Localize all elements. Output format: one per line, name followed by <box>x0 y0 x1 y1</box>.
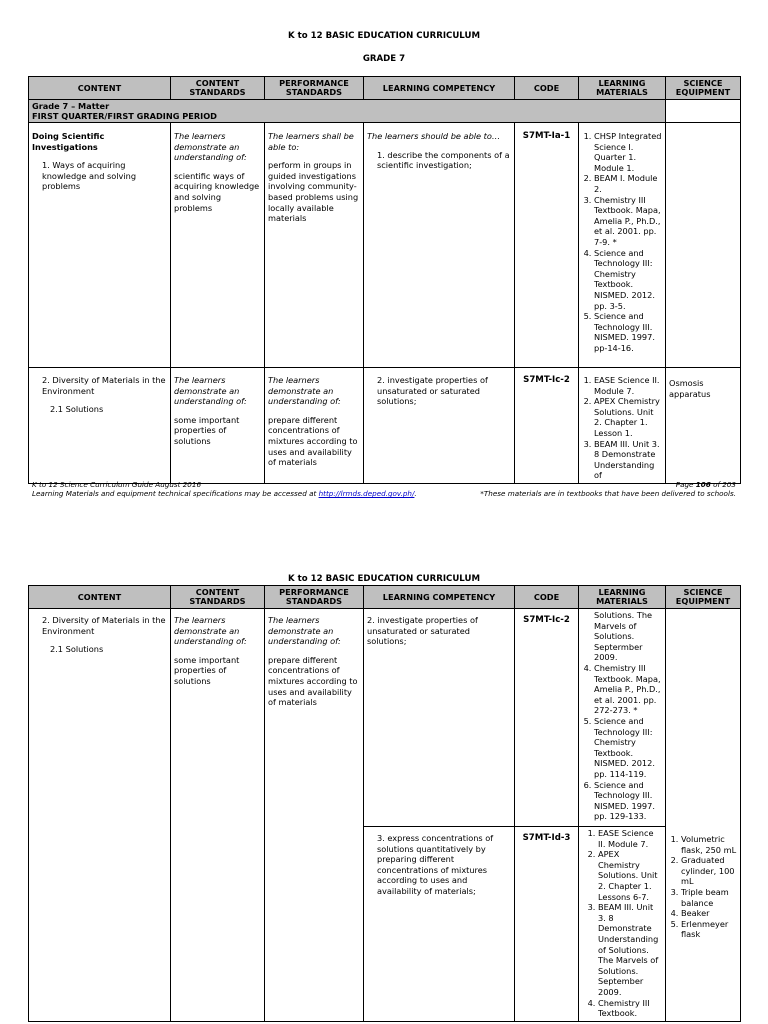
header-content-standards: CONTENT STANDARDS <box>171 77 265 100</box>
footer-guide: K to 12 Science Curriculum Guide August 2016 <box>32 480 202 489</box>
list-item: 6. Science and Technology III. NISMED. 1997. pp. 129-133. <box>594 780 662 822</box>
lc-text: 3. express concentrations of solutions quantitatively by preparing different concentrations of mixtures according to uses and availability of materials; <box>377 833 494 896</box>
list-item: 2. Graduated cylinder, 100 mL <box>681 855 738 887</box>
ps-intro: The learners demonstrate an understanding of: <box>268 375 341 407</box>
document-title: K to 12 BASIC EDUCATION CURRICULUM <box>287 574 481 584</box>
header-learning-competency: LEARNING COMPETENCY <box>364 77 515 100</box>
list-item: 3. Triple beam balance <box>681 887 738 908</box>
lc-text: 2. investigate properties of unsaturated or saturated solutions; <box>377 375 488 407</box>
content-sub: 2.1 Solutions <box>50 644 104 655</box>
list-item: 3. BEAM III. Unit 3. 8 Demonstrate Understanding of Solutions. The Marvels of Solutions. September 2009. <box>598 902 662 997</box>
content-item: 2. Diversity of Materials in the Environment <box>42 375 166 396</box>
cs-text: some important properties of solutions <box>174 414 240 446</box>
document-title: K to 12 BASIC EDUCATION CURRICULUM <box>287 31 481 41</box>
section-row <box>29 100 741 123</box>
ps-text: perform in groups in guided investigations involving community-based problems using locally available materials <box>268 160 359 224</box>
list-item: 3. BEAM III. Unit 3. 8 Demonstrate Understanding of <box>594 439 662 481</box>
list-item: 1. CHSP Integrated Science I. Quarter 1. Module 1. <box>594 131 662 173</box>
content-item: 1. Ways of acquiring knowledge and solving problems <box>42 160 137 192</box>
header-science-equipment: SCIENCE EQUIPMENT <box>666 586 741 609</box>
table-row <box>29 123 741 368</box>
list-item: 4. Science and Technology III: Chemistry Textbook. NISMED. 2012. pp. 3-5. <box>594 248 662 312</box>
lc-text: 2. investigate properties of unsaturated or saturated solutions; <box>367 615 478 647</box>
list-item: 5. Science and Technology III: Chemistry Textbook. NISMED. 2012. pp. 114-119. <box>594 716 662 780</box>
grade-title: GRADE 7 <box>362 54 406 64</box>
ps-text: prepare different concentrations of mixtures according to uses and availability of materials <box>268 654 358 708</box>
materials-continued: Solutions. The Marvels of Solutions. Septermber 2009. <box>594 610 653 663</box>
table-header-row <box>29 77 741 100</box>
lc-text: 1. describe the components of a scientific investigation; <box>377 149 510 171</box>
list-item: 4. Chemistry III Textbook. <box>598 998 662 1019</box>
cs-text: some important properties of solutions <box>174 654 240 686</box>
materials-list <box>582 131 662 353</box>
page-number: Page 106 of 203 <box>675 480 736 489</box>
curriculum-table <box>28 585 741 1022</box>
header-content: CONTENT <box>29 77 171 100</box>
list-item: 2. BEAM I. Module 2. <box>594 173 662 194</box>
content-item: 2. Diversity of Materials in the Environment <box>42 615 166 636</box>
code-cell: S7MT-Id-3 <box>515 827 579 1022</box>
equipment-cell: Osmosis apparatus <box>666 368 741 484</box>
content-title: Doing Scientific Investigations <box>32 131 105 152</box>
ps-text: prepare different concentrations of mixtures according to uses and availability of materials <box>268 414 358 468</box>
lc-intro: The learners should be able to… <box>367 131 501 141</box>
ps-intro: The learners shall be able to: <box>268 131 354 152</box>
ps-intro: The learners demonstrate an understanding of: <box>268 615 341 647</box>
footer-note: Learning Materials and equipment technical specifications may be accessed at http://lrmds.deped.gov.ph/. <box>32 489 417 498</box>
header-content: CONTENT <box>29 586 171 609</box>
cs-intro: The learners demonstrate an understanding of: <box>174 131 247 163</box>
content-sub: 2.1 Solutions <box>50 404 104 415</box>
section-heading <box>29 100 666 123</box>
list-item: 3. Chemistry III Textbook. Mapa, Amelia P., Ph.D., et al. 2001. pp. 7-9. * <box>594 195 662 248</box>
header-science-equipment: SCIENCE EQUIPMENT <box>666 77 741 100</box>
header-performance-standards: PERFORMANCE STANDARDS <box>265 77 364 100</box>
materials-list <box>582 828 662 1019</box>
table-header-row <box>29 586 741 609</box>
list-item: 4. Chemistry III Textbook. Mapa, Amelia P., Ph.D., et al. 2001. pp. 272-273. * <box>594 663 662 716</box>
section-line-2: FIRST QUARTER/FIRST GRADING PERIOD <box>32 111 217 121</box>
header-learning-competency: LEARNING COMPETENCY <box>364 586 515 609</box>
code-cell: S7MT-Ic-2 <box>515 368 579 484</box>
cs-intro: The learners demonstrate an understanding of: <box>174 375 247 407</box>
header-code: CODE <box>515 77 579 100</box>
cs-intro: The learners demonstrate an understanding of: <box>174 615 247 647</box>
list-item: 1. EASE Science II. Module 7. <box>594 375 662 396</box>
list-item: 2. APEX Chemistry Solutions. Unit 2. Chapter 1. Lessons 6-7. <box>598 849 662 902</box>
header-code: CODE <box>515 586 579 609</box>
list-item: 5. Science and Technology III. NISMED. 1997. pp-14-16. <box>594 311 662 353</box>
curriculum-table <box>28 76 741 484</box>
cs-text: scientific ways of acquiring knowledge and solving problems <box>174 170 260 213</box>
list-item: 2. APEX Chemistry Solutions. Unit 2. Chapter 1. Lesson 1. <box>594 396 662 438</box>
lrmds-link[interactable]: http://lrmds.deped.gov.ph/ <box>318 489 415 498</box>
footer-note-right: *These materials are in textbooks that have been delivered to schools. <box>480 489 736 498</box>
list-item: 4. Beaker <box>681 908 738 919</box>
section-line-1: Grade 7 – Matter <box>32 101 110 111</box>
list-item: 5. Erlenmeyer flask <box>681 919 738 940</box>
materials-list <box>582 663 662 822</box>
table-row <box>29 609 741 827</box>
header-content-standards: CONTENT STANDARDS <box>171 586 265 609</box>
header-learning-materials: LEARNING MATERIALS <box>579 77 666 100</box>
list-item: 1. Volumetric flask, 250 mL <box>681 834 738 855</box>
list-item: 1. EASE Science II. Module 7. <box>598 828 662 849</box>
code-cell: S7MT-Ia-1 <box>515 123 579 368</box>
materials-list <box>582 375 662 481</box>
header-learning-materials: LEARNING MATERIALS <box>579 586 666 609</box>
table-row <box>29 368 741 484</box>
code-cell: S7MT-Ic-2 <box>515 609 579 827</box>
header-performance-standards: PERFORMANCE STANDARDS <box>265 586 364 609</box>
equipment-list <box>669 834 738 940</box>
